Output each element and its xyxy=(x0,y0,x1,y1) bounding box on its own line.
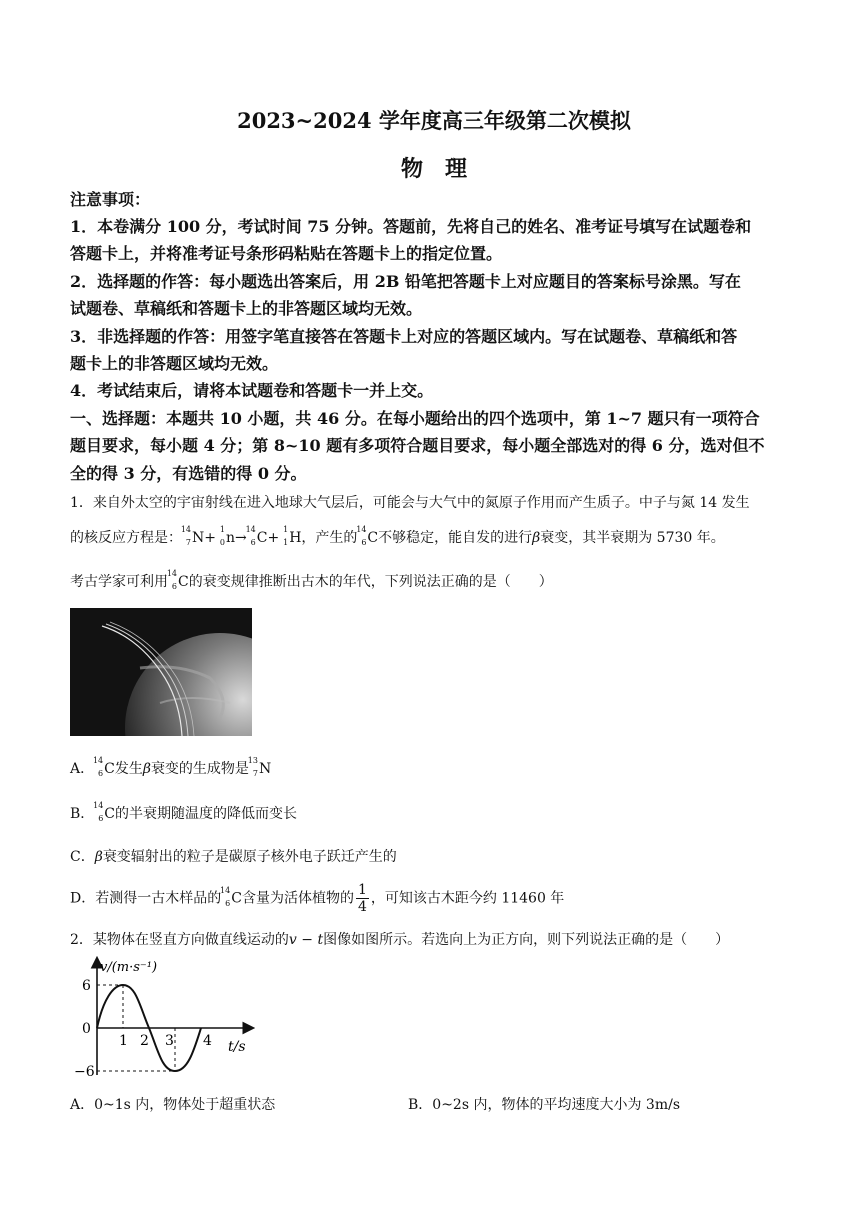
x-axis-label: t/s xyxy=(228,1039,246,1055)
isotope-c14: 14 6 xyxy=(245,525,256,547)
tick-3: 3 xyxy=(165,1033,174,1049)
notice-item-4: 4．考试结束后，请将本试题卷和答题卡一并上交。 xyxy=(70,381,434,400)
isotope-proton: 1 1 xyxy=(283,525,289,547)
exam-title: 2023~2024 学年度高三年级第二次模拟 xyxy=(237,108,631,133)
q1-option-a: A． 14 6 C发生β衰变的生成物是 13 7 N xyxy=(70,756,272,778)
notice-item-1a: 1．本卷满分 100 分，考试时间 75 分钟。答题前，先将自己的姓名、准考证号填写在试题卷和 xyxy=(70,217,752,236)
q2-option-a: A．0~1s 内，物体处于超重状态 xyxy=(70,1097,276,1113)
tick-neg6: −6 xyxy=(74,1064,95,1080)
tick-2: 2 xyxy=(140,1033,149,1049)
isotope-n14: 14 7 xyxy=(180,525,191,547)
q1-option-b: B． 14 6 C的半衰期随温度的降低而变长 xyxy=(70,801,298,823)
notice-heading: 注意事项： xyxy=(70,190,151,209)
notice-item-3b: 题卡上的非答题区域均无效。 xyxy=(70,354,279,373)
section1-line1: 一、选择题：本题共 10 小题，共 46 分。在每小题给出的四个选项中，第 1~7 题只有一项符合 xyxy=(70,409,760,428)
q2-stem: 2．某物体在竖直方向做直线运动的v − t图像如图所示。若选向上为正方向，则下列说法正确的是（ ） xyxy=(70,932,730,948)
notice-item-1b: 答题卡上，并将准考证号条形码粘贴在答题卡上的指定位置。 xyxy=(70,244,503,263)
earth-image xyxy=(70,608,252,736)
notice-item-2a: 2．选择题的作答：每小题选出答案后，用 2B 铅笔把答题卡上对应题目的答案标号涂黑。写在 xyxy=(70,272,741,291)
tick-6: 6 xyxy=(82,978,91,994)
q1-line3: 考古学家可利用 14 6 C的衰变规律推断出古木的年代，下列说法正确的是（ ） xyxy=(70,569,553,591)
isotope-neutron: 1 0 xyxy=(219,525,225,547)
vt-graph xyxy=(70,955,280,1083)
notice-item-3a: 3．非选择题的作答：用签字笔直接答在答题卡上对应的答题区域内。写在试题卷、草稿纸和答 xyxy=(70,327,738,346)
section1-line3: 全的得 3 分，有选错的得 0 分。 xyxy=(70,464,307,483)
y-axis-label: v/(m·s⁻¹) xyxy=(100,960,158,975)
q1-option-d: D．若测得一古木样品的 14 6 C含量为活体植物的 $\frac{1}{4}$ ，可知该古木距今约 11460 年 xyxy=(70,882,565,915)
q1-line2: 的核反应方程是： 14 7 N+ 1 0 n→ 14 6 C+ 1 1 H，产生的 14 6 C不够稳定，能自发的进行β衰变，其半衰期为 5730 年。 xyxy=(70,525,725,547)
fraction-one-quarter: $\frac{1}{4}$ xyxy=(357,882,367,915)
tick-0: 0 xyxy=(82,1021,91,1037)
tick-1: 1 xyxy=(119,1033,128,1049)
subject-title: 物 理 xyxy=(400,156,467,182)
notice-item-2b: 试题卷、草稿纸和答题卡上的非答题区域均无效。 xyxy=(70,299,423,318)
section1-line2: 题目要求，每小题 4 分；第 8~10 题有多项符合题目要求，每小题全部选对的得 6 分，选对但不 xyxy=(70,436,765,455)
q1-line1: 1．来自外太空的宇宙射线在进入地球大气层后，可能会与大气中的氮原子作用而产生质子。中子与氮 14 发生 xyxy=(70,495,750,511)
q2-option-b: B．0~2s 内，物体的平均速度大小为 3m/s xyxy=(408,1097,681,1113)
q1-option-c: C．β衰变辐射出的粒子是碳原子核外电子跃迁产生的 xyxy=(70,849,397,865)
tick-4: 4 xyxy=(203,1033,212,1049)
